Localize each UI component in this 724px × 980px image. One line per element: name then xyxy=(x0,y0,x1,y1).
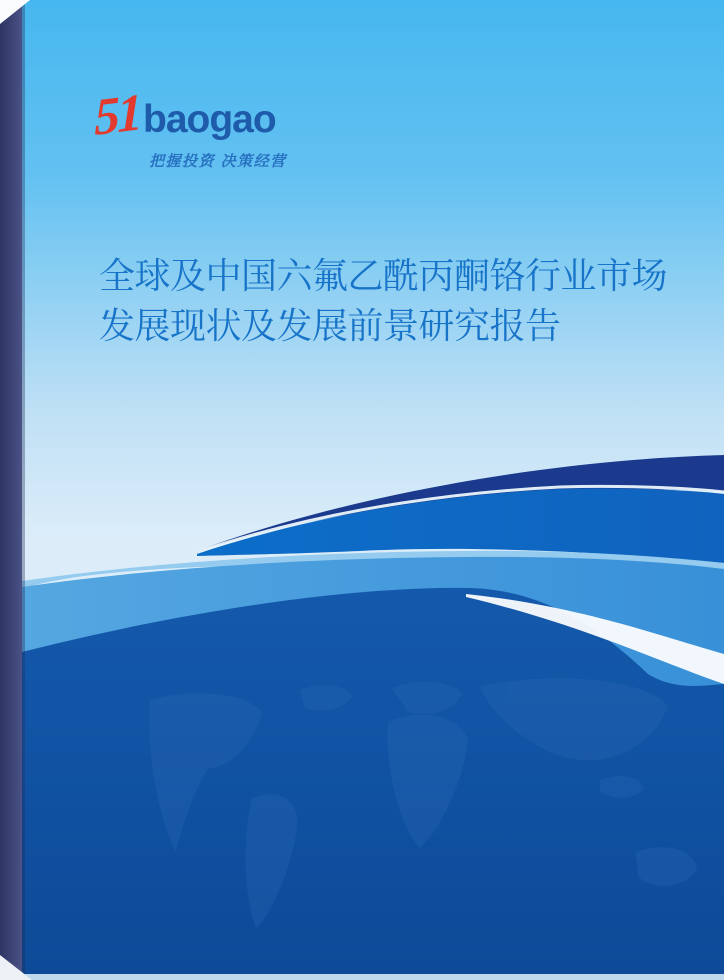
bottom-edge-strip xyxy=(22,974,724,980)
book-spine xyxy=(0,0,22,980)
title-line-1: 全球及中国六氟乙酰丙酮铬行业市场 xyxy=(99,255,668,296)
logo-tagline: 把握投资 决策经营 xyxy=(149,153,287,170)
title-line-2: 发展现状及发展前景研究报告 xyxy=(99,305,561,346)
brand-logo-row xyxy=(93,84,287,147)
logo-prefix-51: 51 xyxy=(93,84,141,147)
spine-shadow-edge xyxy=(22,0,25,980)
report-title xyxy=(99,251,699,351)
logo-name: baogao xyxy=(143,98,276,141)
brand-logo xyxy=(93,84,287,171)
